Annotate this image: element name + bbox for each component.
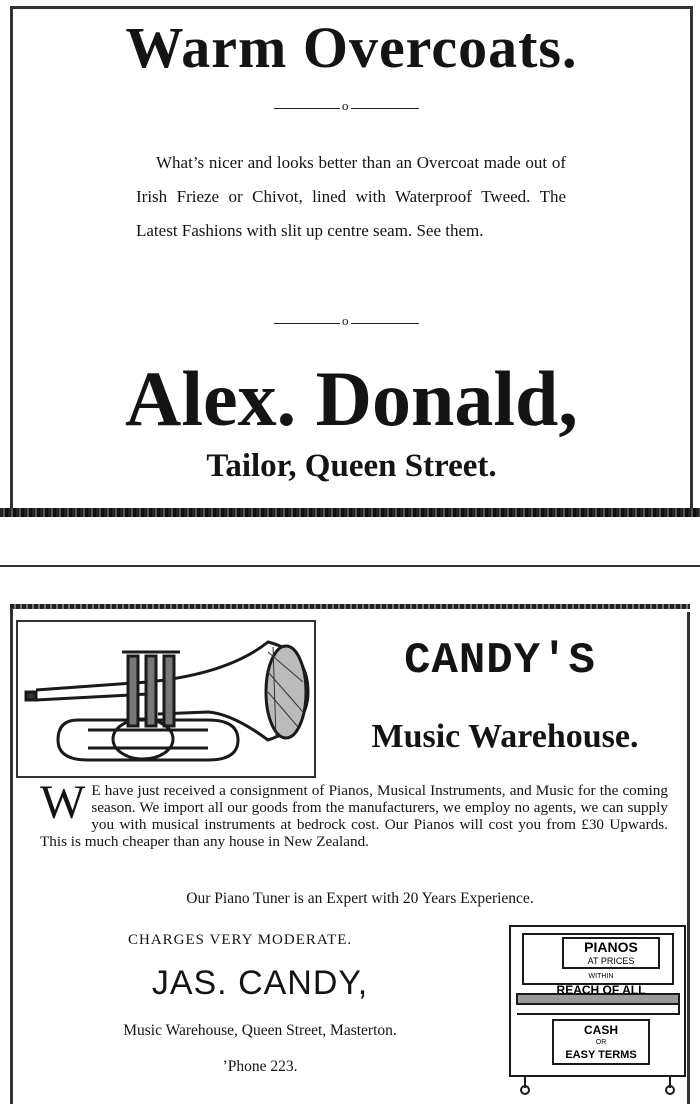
- piano-sign-line1: PIANOS: [584, 939, 638, 955]
- piano-sign-line4: REACH OF ALL: [556, 983, 646, 997]
- ornamental-divider: [274, 98, 419, 116]
- charges-note: CHARGES VERY MODERATE.: [128, 932, 353, 948]
- piano-sign-line2: AT PRICES: [587, 956, 635, 966]
- column-separator: [0, 565, 700, 567]
- piano-sign-line3: WITHIN: [588, 973, 614, 980]
- shop-title: CANDY'S: [404, 636, 596, 686]
- advertiser-name: Alex. Donald,: [125, 355, 578, 442]
- proprietor-name: JAS. CANDY,: [151, 964, 369, 1002]
- ad-headline: Warm Overcoats.: [125, 15, 578, 80]
- drop-cap: W: [40, 776, 86, 829]
- piano-illustration: [505, 916, 690, 1096]
- piano-sign-line5: CASH: [583, 1023, 619, 1037]
- divider-mark: o: [342, 313, 349, 328]
- piano-icon: [505, 916, 690, 1096]
- shop-announcement: [40, 776, 668, 850]
- overcoat-description: What’s nicer and looks better than an Overcoat made out of Irish Frieze or Chivot, lined with Waterproof Tweed. The Latest Fashions with slit up centre seam. See them.: [136, 153, 566, 240]
- music-ad-left-rule: [10, 608, 13, 1104]
- piano-sign-line6: OR: [595, 1039, 607, 1046]
- tuner-note: Our Piano Tuner is an Expert with 20 Years Experience.: [186, 890, 534, 907]
- cornet-illustration: [16, 620, 316, 778]
- cornet-icon: [18, 622, 314, 776]
- shop-address: Music Warehouse, Queen Street, Masterton.: [123, 1022, 397, 1039]
- announcement-text: E have just received a consignment of Pianos, Musical Instruments, and Music for the coming season. We import all our goods from the manufacturers, we employ no agents, we can supply you with musical instruments at bedrock cost. Our Pianos will cost you from £30 Upwards. This is much cheaper than any house in New Zealand.: [40, 782, 668, 850]
- advertiser-address: Tailor, Queen Street.: [206, 448, 497, 484]
- shop-phone: ’Phone 223.: [222, 1058, 298, 1075]
- divider-mark: o: [342, 98, 349, 113]
- ad-bottom-rule: [0, 508, 700, 517]
- ornamental-divider: [274, 313, 419, 331]
- music-ad-top-rule: [10, 604, 690, 609]
- shop-subtitle: Music Warehouse.: [371, 718, 639, 755]
- piano-sign-line7: EASY TERMS: [565, 1049, 637, 1061]
